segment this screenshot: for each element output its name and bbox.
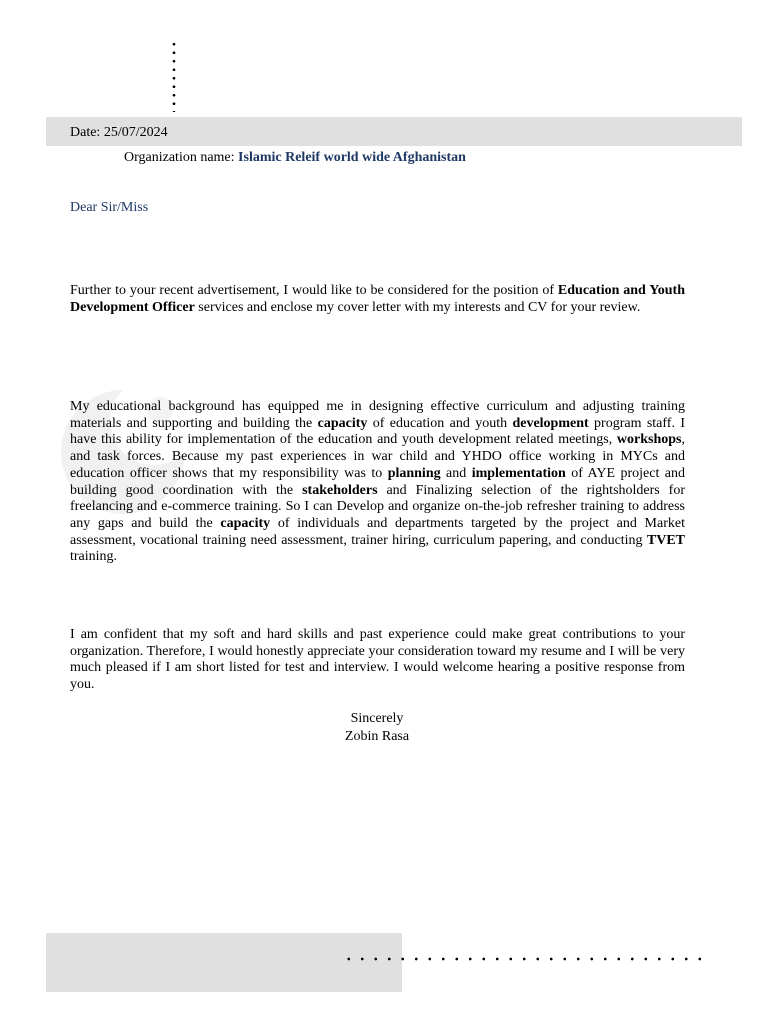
signer-name: Zobin Rasa [344, 729, 410, 744]
experience-paragraph: My educational background has equipped me in designing effective curriculum and adjusting training materials and supporting and building the capacity of education and youth development program staff. I have this ability for implementation of the education and youth development related meetings, workshops, and task forces. Because my past experiences in war child and YHDO office working in MYCs and education officer shows that my responsibility was to planning and implementation of AYE project and building good coordination with the stakeholders and Finalizing selection of the rightsholders for freelancing and e-commerce training. So I can Develop and organize on-the-job refresher training to address any gaps and build the capacity of individuals and departments targeted by the project and Market assessment, vocational training need assessment, trainer hiring, curriculum papering, and conducting TVET training. [70, 399, 685, 565]
horizontal-dotted-decoration [342, 955, 706, 963]
organization-label: Organization name: [124, 150, 239, 165]
letter-date: Date: 25/07/2024 [70, 125, 168, 140]
organization-line [124, 150, 466, 166]
sign-off: Sincerely [350, 711, 404, 726]
vertical-dotted-decoration [170, 40, 178, 112]
organization-name: Islamic Releif world wide Afghanistan [238, 150, 466, 165]
closing-paragraph: I am confident that my soft and hard skills and past experience could make great contributions to your organization. Therefore, I would honestly appreciate your consideration toward my resume and I will be very much pleased if I am short listed for test and interview. I would welcome hearing a positive response from you. [70, 627, 685, 693]
intro-paragraph: Further to your recent advertisement, I would like to be considered for the position of Education and Youth Development Officer services and enclose my cover letter with my interests and CV for your review. [70, 283, 686, 315]
salutation: Dear Sir/Miss [70, 200, 149, 215]
